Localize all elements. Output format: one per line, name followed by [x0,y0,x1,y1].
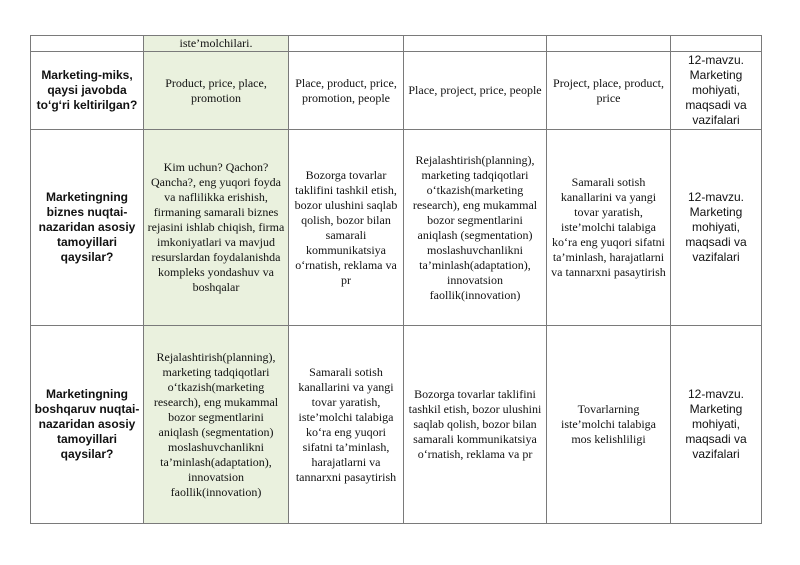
option-cell: Rejalashtirish(planning), marketing tadqiqotlari o‘tkazish(marketing research), eng mukammal bozor segmentlarini aniqlash (segmentation) moslashuvchanlikni ta’minlash(adaptation), innovatsion faollik(innovation) [404,130,547,326]
option-cell [547,36,671,52]
topic-cell [671,36,762,52]
correct-answer-cell: Kim uchun? Qachon? Qancha?, eng yuqori foyda va naflilikka erishish, firmaning samarali biznes rejasini ishlab chiqish, firma imkoniyatlari va mavjud resurslardan foydalanishda kompleks yondashuv va boshqalar [144,130,289,326]
question-cell: Marketing-miks, qaysi javobda to‘g‘ri keltirilgan? [31,52,144,130]
option-cell: Place, project, price, people [404,52,547,130]
question-cell: Marketingning boshqaruv nuqtai-nazaridan asosiy tamoyillari qaysilar? [31,326,144,524]
question-cell [31,36,144,52]
test-questions-table [30,35,762,524]
option-cell: Project, place, product, price [547,52,671,130]
option-cell: Tovarlarning iste’molchi talabiga mos kelishliligi [547,326,671,524]
option-cell [404,36,547,52]
option-cell: Place, product, price, promotion, people [289,52,404,130]
table-row [31,36,762,52]
topic-cell: 12-mavzu. Marketing mohiyati, maqsadi va vazifalari [671,52,762,130]
correct-answer-cell: iste’molchilari. [144,36,289,52]
topic-cell: 12-mavzu. Marketing mohiyati, maqsadi va vazifalari [671,130,762,326]
option-cell: Bozorga tovarlar taklifini tashkil etish, bozor ulushini saqlab qolish, bozor bilan samarali kommunikatsiya o‘rnatish, reklama va pr [289,130,404,326]
question-cell: Marketingning biznes nuqtai-nazaridan asosiy tamoyillari qaysilar? [31,130,144,326]
option-cell: Samarali sotish kanallarini va yangi tovar yaratish, iste’molchi talabiga ko‘ra eng yuqori sifatni ta’minlash, harajatlarni va tannarxni pasaytirish [547,130,671,326]
option-cell: Bozorga tovarlar taklifini tashkil etish, bozor ulushini saqlab qolish, bozor bilan samarali kommunikatsiya o‘rnatish, reklama va pr [404,326,547,524]
topic-cell: 12-mavzu. Marketing mohiyati, maqsadi va vazifalari [671,326,762,524]
correct-answer-cell: Rejalashtirish(planning), marketing tadqiqotlari o‘tkazish(marketing research), eng mukammal bozor segmentlarini aniqlash (segmentation) moslashuvchanlikni ta’minlash(adaptation), innovatsion faollik(innovation) [144,326,289,524]
table-row [31,52,762,130]
correct-answer-cell: Product, price, place, promotion [144,52,289,130]
document-page [30,35,761,524]
option-cell: Samarali sotish kanallarini va yangi tovar yaratish, iste’molchi talabiga ko‘ra eng yuqori sifatni ta’minlash, harajatlarni va tannarxni pasaytirish [289,326,404,524]
table-row [31,326,762,524]
option-cell [289,36,404,52]
table-row [31,130,762,326]
